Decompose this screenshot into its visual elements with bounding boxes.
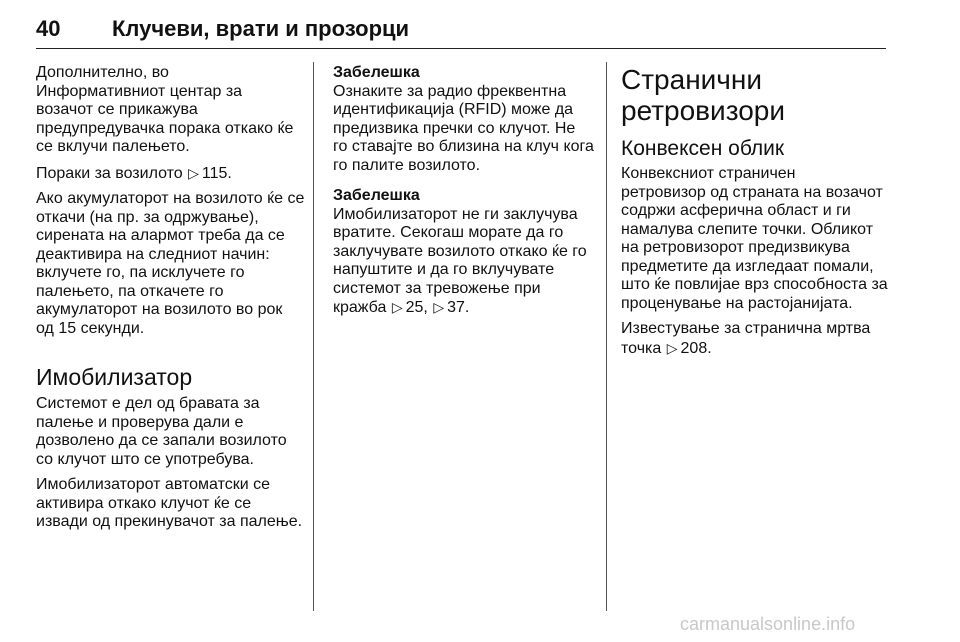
column-middle — [333, 64, 601, 330]
triangle-arrow-icon: ▷ — [666, 339, 678, 356]
triangle-arrow-icon: ▷ — [433, 299, 445, 315]
page-reference[interactable]: 37. — [447, 299, 470, 316]
chapter-title: Клучеви, врати и прозорци — [112, 16, 410, 41]
paragraph: Системот е дел од бравата за палење и проверува дали е дозволено да се запали возилото со клучот што се употребува. — [36, 395, 287, 468]
paragraph: Дополнително, во Информативниот центар за возачот се прикажува предупредувачка порака откако ќе се вклучи палењето. — [36, 64, 294, 155]
page-reference[interactable]: 25, — [405, 299, 428, 316]
watermark: carmanualsonline.info — [680, 614, 856, 634]
paragraph: Пораки за возилото ▷ 115. — [36, 164, 232, 182]
subsection-heading: Конвексен облик — [621, 137, 785, 160]
paragraph: Ако акумулаторот на возилото ќе се откачи (на пр. за одржување), сирената на алармот треба да се деактивира на следниот начин: вклучете го, па исклучете го палењето, па откачете го акумулаторот на возилото во рок од 15 секунди. — [36, 190, 305, 337]
paragraph: Имобилизаторот автоматски се активира откако клучот ќе се извади од прекинувачот за палење. — [36, 476, 303, 530]
paragraph: Известување за странична мртва точка ▷ 208. — [621, 320, 871, 357]
note-body: Ознаките за радио фреквентна идентификација (RFID) може да предизвика пречки со клучот. Не го ставајте во близина на клуч кога го палите возилото. — [333, 82, 594, 174]
page-number: 40 — [36, 16, 61, 41]
header-rule — [36, 48, 886, 49]
paragraph: Конвексниот страничен ретровизор од страната на возачот содржи асферична област и ги намалува слепите точки. Обликот на ретровизорот предизвикува предметите да изгледаат помали, што ќе повлијае врз способноста за проценување на растојанијата. — [621, 165, 888, 312]
section-heading: Имобилизатор — [36, 364, 193, 390]
page-reference[interactable]: 115. — [201, 164, 232, 182]
column-divider — [313, 62, 314, 611]
page-reference[interactable]: 208. — [680, 339, 712, 357]
column-right — [621, 64, 893, 365]
page-header — [36, 16, 886, 54]
note-title: Забелешка — [333, 187, 420, 204]
note-title: Забелешка — [333, 64, 420, 81]
note-body: Имобилизаторот не ги заклучува вратите. Секогаш морате да го заклучувате возилото откако ќе го напуштите и да го вклучувате системот за тревожење при кражба ▷ 25, ▷ 37. — [333, 205, 587, 316]
section-heading: Странични ретровизори — [621, 64, 786, 126]
triangle-arrow-icon: ▷ — [391, 299, 403, 315]
column-divider — [606, 62, 607, 611]
column-left — [36, 64, 308, 539]
triangle-arrow-icon: ▷ — [188, 164, 199, 181]
